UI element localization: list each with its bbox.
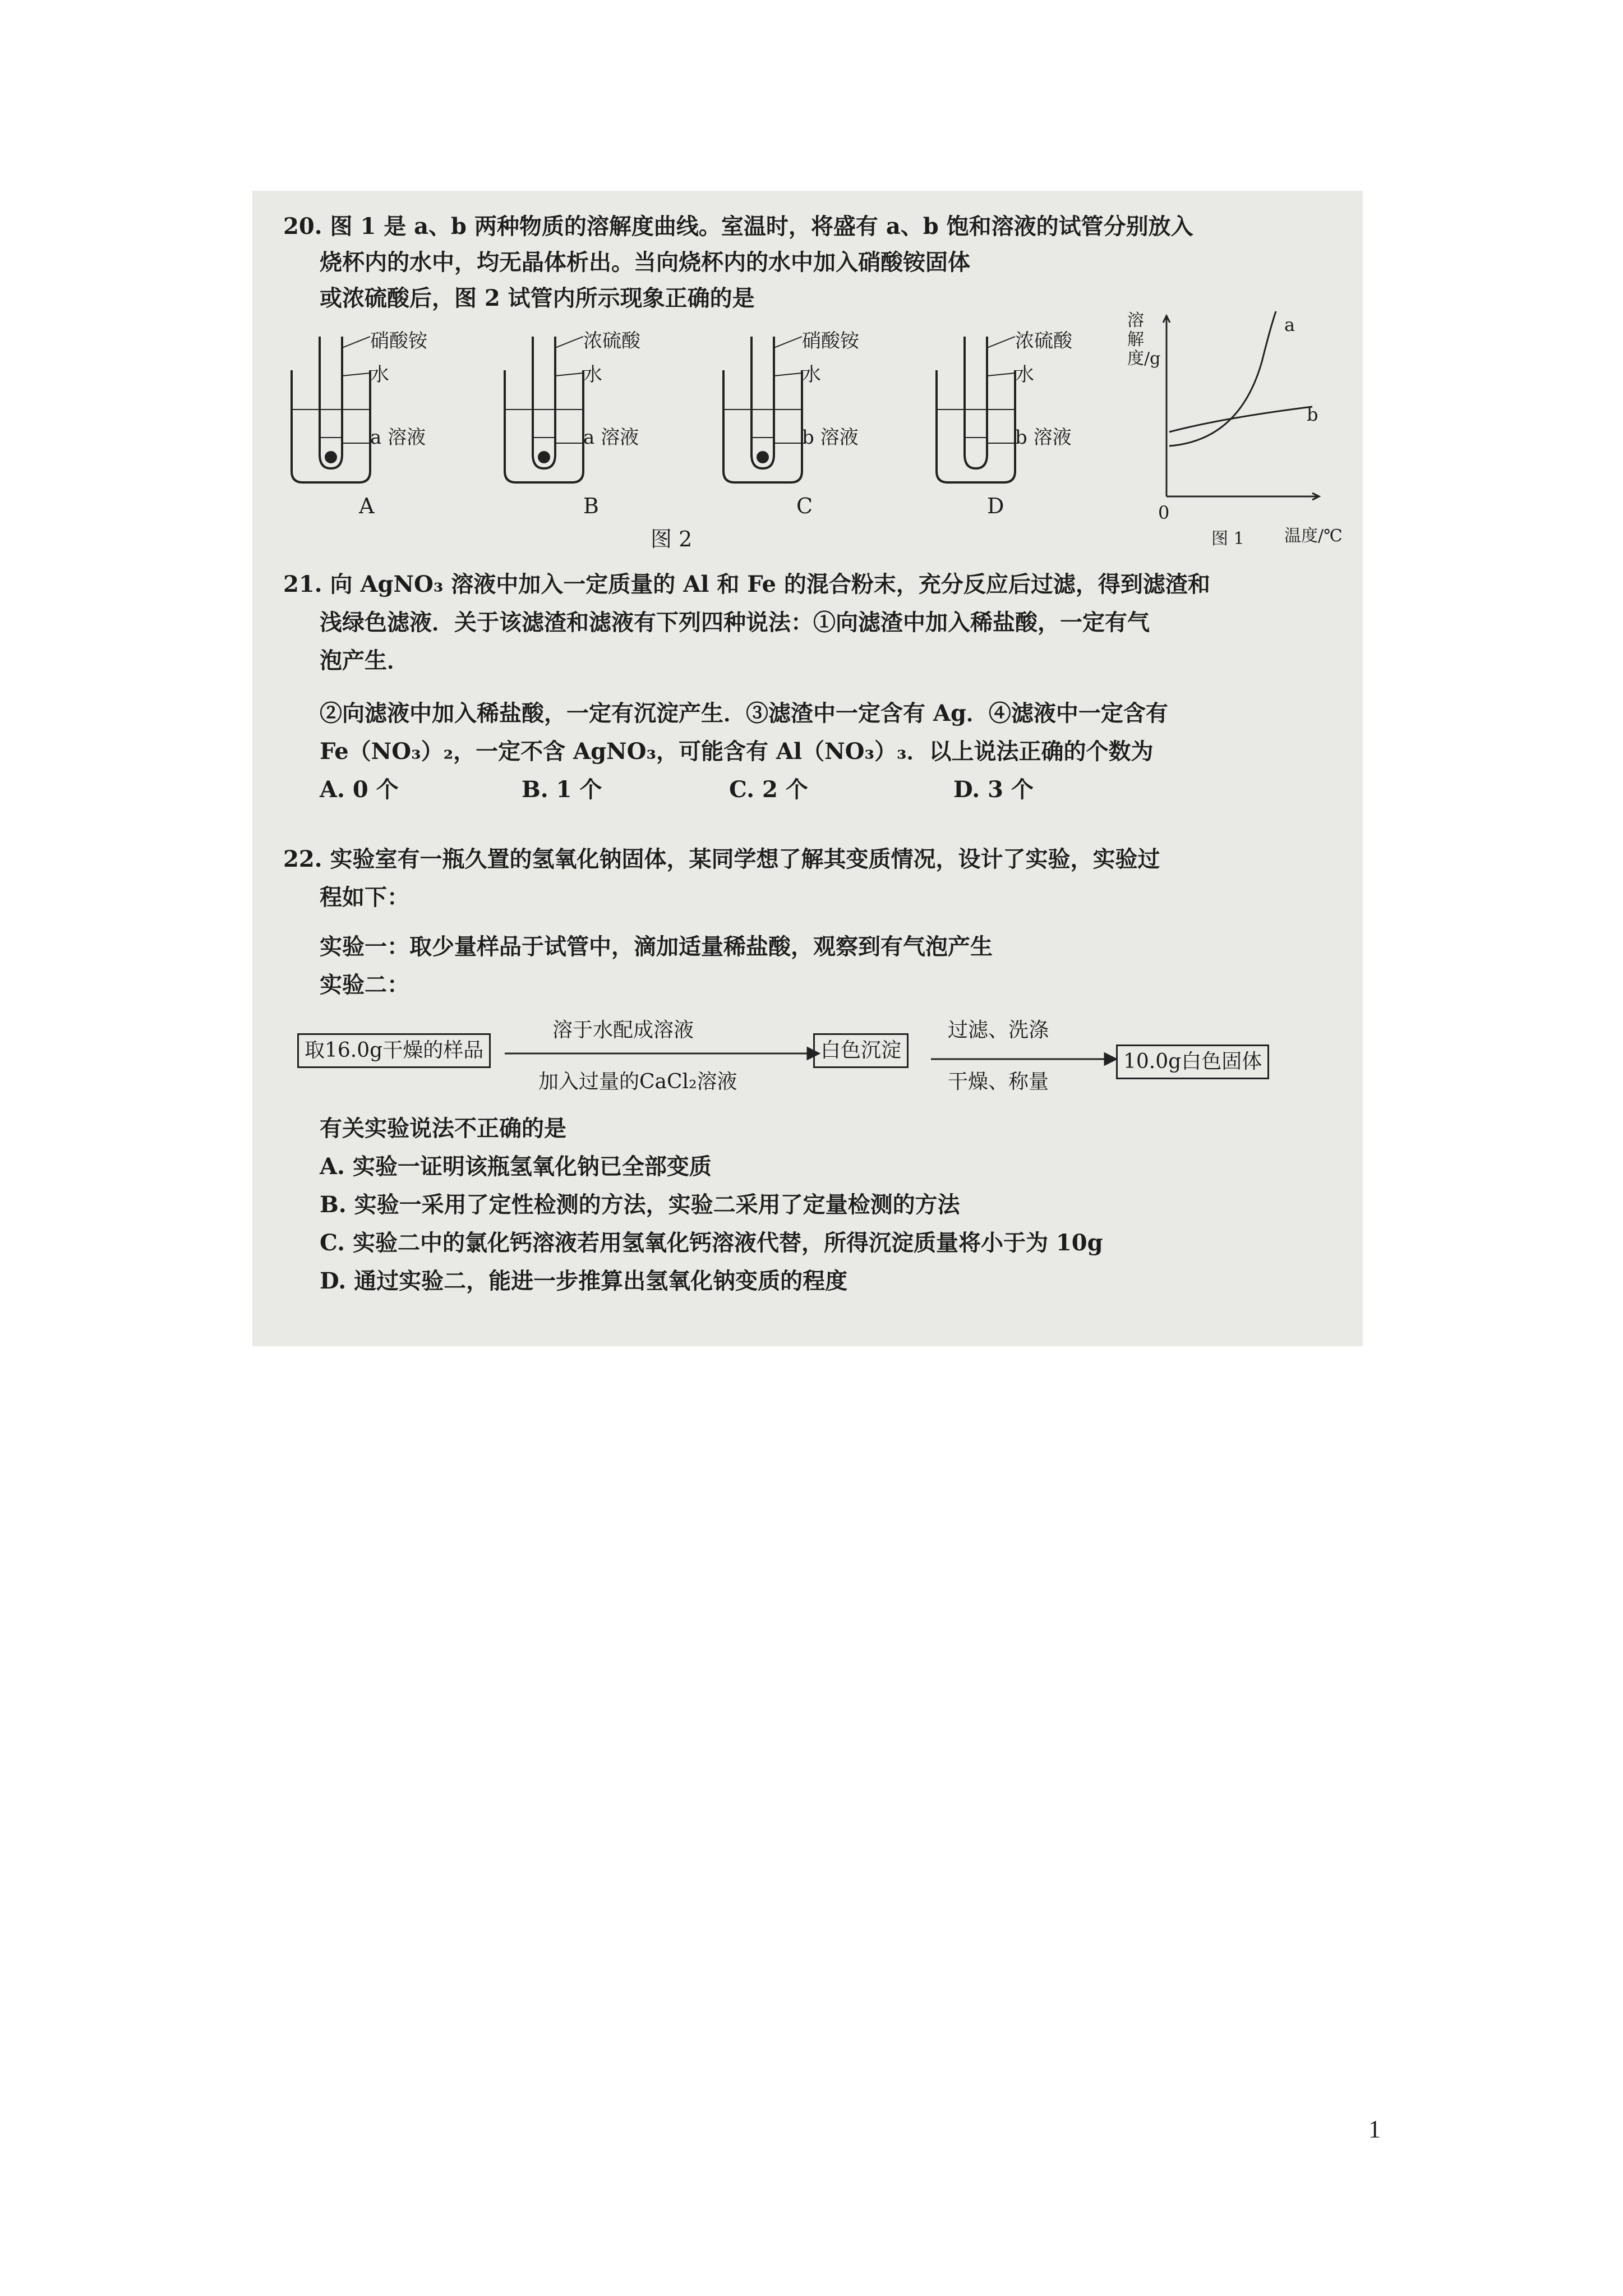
flow-step1-top: 溶于水配成溶液 [552, 1019, 694, 1042]
flow-arrows [505, 1038, 1122, 1071]
curve-a-label: a [1284, 314, 1295, 335]
flow-step2-bottom: 干燥、称量 [948, 1070, 1049, 1093]
curve-b-label: b [1307, 404, 1318, 425]
fig1-ylabel: 溶解度/g [1127, 311, 1161, 369]
beaker-d-solution: b 溶液 [1015, 426, 1072, 449]
option-d-label: D [987, 494, 1004, 518]
flow-step2-top: 过滤、洗涤 [948, 1019, 1049, 1042]
curve-b [1169, 407, 1312, 432]
fig1-xlabel: 温度/℃ [1284, 526, 1343, 546]
beaker-b-solution: a 溶液 [583, 426, 639, 449]
flow-box-white-solid: 10.0g白色固体 [1116, 1045, 1269, 1079]
q20-line2: 烧杯内的水中，均无晶体析出。当向烧杯内的水中加入硝酸铵固体 [320, 249, 970, 275]
q21-line2: 浅绿色滤液．关于该滤渣和滤液有下列四种说法：①向滤渣中加入稀盐酸，一定有气 [320, 609, 1150, 636]
solubility-curve-figure [1155, 306, 1324, 530]
beaker-c-water: 水 [802, 364, 821, 386]
beaker-d-reagent: 浓硫酸 [1015, 330, 1072, 352]
q22-option-b: B. 实验一采用了定性检测的方法，实验二采用了定量检测的方法 [320, 1191, 960, 1218]
beaker-c-reagent: 硝酸铵 [802, 330, 859, 352]
flow-step1-bottom: 加入过量的CaCl₂溶液 [538, 1070, 737, 1093]
beaker-d-water: 水 [1015, 364, 1034, 386]
q21-option-a: A. 0 个 [320, 776, 399, 803]
beaker-b-reagent: 浓硫酸 [583, 330, 640, 352]
q21-option-b: B. 1 个 [522, 776, 602, 803]
q22-line1: 22. 实验室有一瓶久置的氢氧化钠固体，某同学想了解其变质情况，设计了实验，实验过 [283, 846, 1160, 872]
option-b-label: B [583, 494, 599, 518]
flow-box-precipitate: 白色沉淀 [813, 1033, 909, 1068]
q22-option-a: A. 实验一证明该瓶氢氧化钠已全部变质 [320, 1153, 712, 1180]
q21-line4: ②向滤液中加入稀盐酸，一定有沉淀产生．③滤渣中一定含有 Ag．④滤液中一定含有 [320, 700, 1168, 726]
beaker-b-water: 水 [583, 364, 602, 386]
q21-line5: Fe（NO₃）₂，一定不含 AgNO₃，可能含有 Al（NO₃）₃．以上说法正确的个数为 [320, 738, 1154, 765]
beaker-a-water: 水 [370, 364, 389, 386]
q21-option-d: D. 3 个 [953, 776, 1034, 803]
beaker-a-solution: a 溶液 [370, 426, 426, 449]
q22-option-c: C. 实验二中的氯化钙溶液若用氢氧化钙溶液代替，所得沉淀质量将小于为 10g [320, 1230, 1103, 1256]
q21-line1: 21. 向 AgNO₃ 溶液中加入一定质量的 Al 和 Fe 的混合粉末，充分反应后过滤，得到滤渣和 [283, 571, 1210, 597]
figure-1-caption: 图 1 [1211, 529, 1244, 549]
flow-box-sample: 取16.0g干燥的样品 [297, 1033, 491, 1068]
q22-stem: 有关实验说法不正确的是 [320, 1115, 566, 1142]
q22-option-d: D. 通过实验二，能进一步推算出氢氧化钠变质的程度 [320, 1268, 848, 1294]
beaker-c-solution: b 溶液 [802, 426, 859, 449]
option-a-label: A [359, 494, 375, 518]
figure-2-caption: 图 2 [651, 527, 693, 551]
q21-line3: 泡产生． [320, 647, 409, 674]
option-c-label: C [796, 494, 813, 518]
curve-a [1169, 311, 1276, 446]
q20-line3: 或浓硫酸后，图 2 试管内所示现象正确的是 [320, 285, 755, 311]
q20-line1: 20. 图 1 是 a、b 两种物质的溶解度曲线。室温时，将盛有 a、b 饱和溶液的试管分别放入 [283, 213, 1193, 240]
q22-experiment-1: 实验一：取少量样品于试管中，滴加适量稀盐酸，观察到有气泡产生 [320, 933, 993, 960]
fig1-origin: 0 [1158, 502, 1170, 523]
page-number: 1 [1368, 2115, 1381, 2143]
q21-option-c: C. 2 个 [729, 776, 808, 803]
beaker-a-reagent: 硝酸铵 [370, 330, 427, 352]
q22-line2: 程如下： [320, 884, 409, 910]
q22-experiment-2-label: 实验二： [320, 972, 409, 998]
